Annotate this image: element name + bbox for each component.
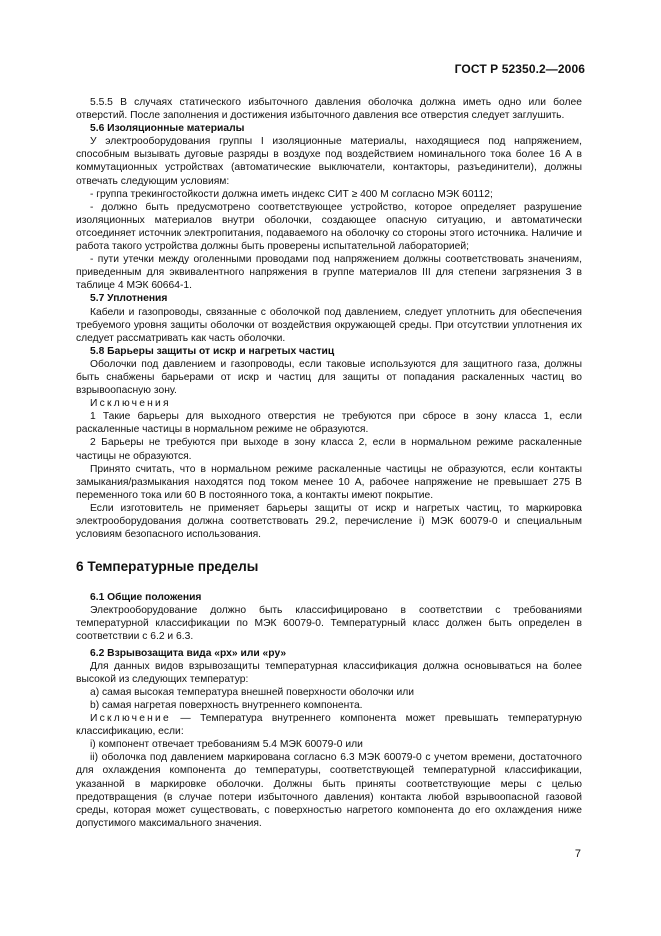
- paragraph-5-8: Оболочки под давлением и газопроводы, если таковые используются для защитного газа, должны быть снабжены барьерами от искр и частиц для защиты от попадания раскаленных частиц во взрывоопасную зону.: [76, 358, 582, 397]
- section-heading-6: 6 Температурные пределы: [76, 559, 259, 575]
- heading-6-1: 6.1 Общие положения: [90, 592, 202, 604]
- paragraph-6-2-intro: Для данных видов взрывозащиты температурная классификация должна основываться на более высокой из следующих температур:: [76, 660, 582, 685]
- list-item-6-2-ii: ii) оболочка под давлением маркирована согласно 6.3 МЭК 60079-0 с учетом времени, достаточного для охлаждения компонента до температуры, соответствующей температурной классификации, указанной в маркировке оболочки. Должны быть приняты соответствующие меры с целью предотвращения (в случае потери избыточного давления) контакта любой взрывоопасной газовой среды, которая может существовать, с поверхностью нагретого компонента до его охлаждения ниже допустимого максимального значения.: [76, 752, 582, 829]
- paragraph-5-8-contacts: Принято считать, что в нормальном режиме раскаленные частицы не образуются, если контакты замыкания/размыкания находятся под током менее 10 А, рабочее напряжение не превышает 275 В переменного тока или 60 В постоянного тока, а контакты имеют покрытие.: [76, 463, 582, 501]
- page-body: [76, 96, 582, 830]
- exception-1: 1 Такие барьеры для выходного отверстия не требуются при сбросе в зону класса 1, если раскаленные частицы в нормальном режиме не образуются.: [76, 411, 582, 436]
- paragraph-5-5-5: 5.5.5 В случаях статического избыточного давления оболочка должна иметь одно или более отверстий. После заполнения и достижения избыточного давления все отверстия следует заглушить.: [76, 97, 582, 122]
- exception-label: Исключение: [90, 713, 171, 725]
- paragraph-6-1: Электрооборудование должно быть классифицировано в соответствии с требованиями температурной классификации по МЭК 60079-0. Температурный класс должен быть определен в соответствии с 6.2 и 6.3.: [76, 605, 582, 643]
- document-code: ГОСТ Р 52350.2—2006: [454, 62, 585, 76]
- exceptions-label: Исключения: [90, 398, 171, 410]
- paragraph-5-8-marking: Если изготовитель не применяет барьеры защиты от искр и нагретых частиц, то маркировка электрооборудования должна соответствовать 29.2, перечисление i) МЭК 60079-0 и специальным условиям безопасного использования.: [76, 502, 582, 541]
- list-item-6-2-i: i) компонент отвечает требованиям 5.4 МЭК 60079-0 или: [90, 739, 363, 751]
- paragraph-5-7: Кабели и газопроводы, связанные с оболочкой под давлением, следует уплотнить для обеспечения требуемого уровня защиты оболочки от воздействия окружающей среды. При отсутствии уплотнения их следует рассматривать как часть оболочки.: [76, 306, 582, 344]
- list-item-6-2-a: a) самая высокая температура внешней поверхности оболочки или: [90, 686, 414, 698]
- page-number: 7: [574, 848, 581, 860]
- list-item-5-6-3: - пути утечки между оголенными проводами под напряжением должны соответствовать значениям, приведенным для эквивалентного напряжения в группе материалов III для степени загрязнения 3 в таблице 4 МЭК 60664-1.: [76, 254, 582, 292]
- heading-5-7: 5.7 Уплотнения: [90, 293, 168, 305]
- heading-5-6: 5.6 Изоляционные материалы: [90, 123, 245, 135]
- heading-6-2: 6.2 Взрывозащита вида «рх» или «ру»: [90, 647, 287, 659]
- exception-2: 2 Барьеры не требуются при выходе в зону класса 2, если в нормальном режиме раскаленные частицы не образуются.: [76, 437, 582, 462]
- paragraph-5-6-intro: У электрооборудования группы I изоляционные материалы, находящиеся под напряжением, способным вызывать дуговые разряды в воздухе под воздействием номинального тока более 16 А в коммутационных устройствах (автоматические выключатели, контакторы, разъединители), должны отвечать следующим условиям:: [76, 136, 582, 187]
- exception-paragraph-6-2: [76, 712, 582, 738]
- exception-text: — Температура внутреннего компонента может превышать температурную классификацию, если:: [76, 713, 582, 738]
- list-item-5-6-2: - должно быть предусмотрено соответствующее устройство, которое определяет разрушение изоляционных материалов внутри оболочки, создающее опасную ситуацию, и автоматически отсоединяет источник электропитания, подаваемого на оболочку со стороны этого источника. Наличие и работа такого устройства должны быть проверены испытательной лабораторией;: [76, 201, 582, 253]
- list-item-5-6-1: - группа трекингостойкости должна иметь индекс СИТ ≥ 400 М согласно МЭК 60112;: [90, 188, 493, 200]
- heading-5-8: 5.8 Барьеры защиты от искр и нагретых частиц: [90, 345, 335, 357]
- list-item-6-2-b: b) самая нагретая поверхность внутреннего компонента.: [90, 699, 363, 711]
